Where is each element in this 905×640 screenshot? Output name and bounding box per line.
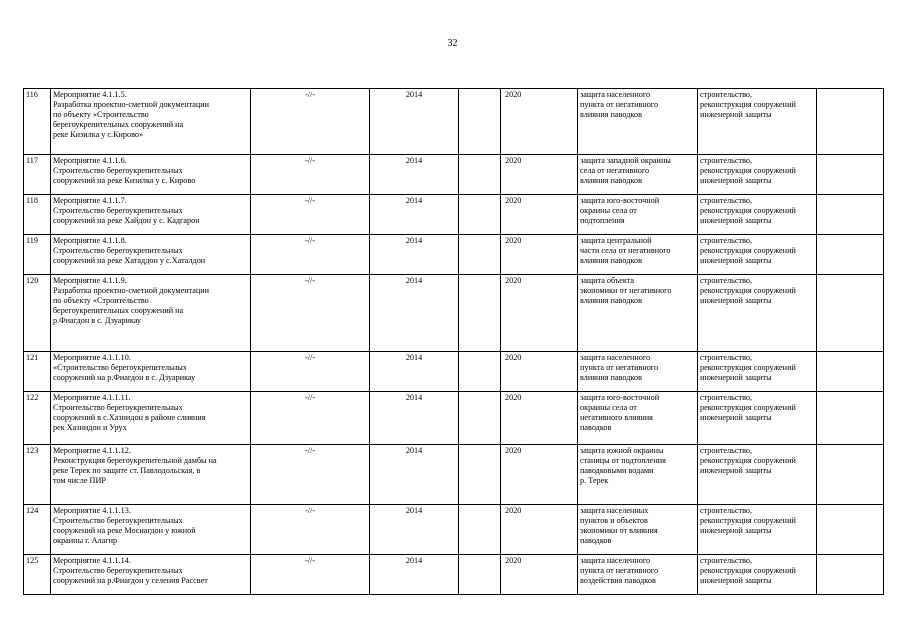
goal-line: защита юго-восточной — [580, 393, 660, 402]
name-line: по объекту «Строительство — [53, 110, 149, 119]
measure-name — [51, 235, 251, 275]
goal-cell — [578, 352, 698, 392]
end-year: 2020 — [501, 275, 578, 352]
executor-cell: -//- — [251, 275, 370, 352]
works-line: инженерной защиты — [700, 256, 772, 265]
goal-line: влияния паводков — [580, 256, 642, 265]
goal-cell — [578, 555, 698, 595]
empty-cell — [817, 275, 884, 352]
name-line: берегоукрепительных сооружений на — [53, 120, 184, 129]
name-line: реке Терек по защите ст. Павлодольская, в — [53, 466, 201, 475]
works-line: реконструкция сооружений — [700, 566, 796, 575]
name-line: Мероприятие 4.1.1.7. — [53, 196, 127, 205]
works-line: инженерной защиты — [700, 466, 772, 475]
end-year: 2020 — [501, 195, 578, 235]
goal-line: паводковыми водами — [580, 466, 654, 475]
measure-name — [51, 89, 251, 155]
goal-line: влияния паводков — [580, 373, 642, 382]
name-line: Мероприятие 4.1.1.6. — [53, 156, 127, 165]
works-line: реконструкция сооружений — [700, 456, 796, 465]
name-line: Мероприятие 4.1.1.14. — [53, 556, 131, 565]
table-row — [24, 235, 884, 275]
name-line: сооружений на реке Кизилка у с. Кирово — [53, 176, 196, 185]
name-line: рек Хазнидон и Урух — [53, 423, 127, 432]
works-line: реконструкция сооружений — [700, 516, 796, 525]
row-number: 117 — [24, 155, 51, 195]
empty-cell — [817, 155, 884, 195]
name-line: Мероприятие 4.1.1.8. — [53, 236, 127, 245]
works-line: инженерной защиты — [700, 526, 772, 535]
goal-cell — [578, 392, 698, 445]
row-number: 122 — [24, 392, 51, 445]
goal-cell — [578, 195, 698, 235]
start-year: 2014 — [370, 195, 459, 235]
works-line: строительство, — [700, 556, 753, 565]
works-line: реконструкция сооружений — [700, 166, 796, 175]
works-line: строительство, — [700, 156, 753, 165]
name-line: Мероприятие 4.1.1.11. — [53, 393, 131, 402]
executor-cell: -//- — [251, 445, 370, 505]
start-year: 2014 — [370, 89, 459, 155]
measure-name — [51, 195, 251, 235]
works-cell — [698, 235, 817, 275]
start-year: 2014 — [370, 445, 459, 505]
goal-cell — [578, 155, 698, 195]
empty-cell — [459, 235, 501, 275]
works-line: строительство, — [700, 90, 753, 99]
measure-name — [51, 555, 251, 595]
empty-cell — [459, 155, 501, 195]
end-year: 2020 — [501, 352, 578, 392]
goal-cell — [578, 275, 698, 352]
name-line: р.Фиагдон в с. Дзуарикау — [53, 316, 142, 325]
executor-cell: -//- — [251, 392, 370, 445]
goal-cell — [578, 505, 698, 555]
goal-line: защита юго-восточной — [580, 196, 660, 205]
goal-line: защита населенного — [580, 556, 651, 565]
empty-cell — [459, 195, 501, 235]
goal-line: защита населенных — [580, 506, 649, 515]
goal-cell — [578, 445, 698, 505]
works-line: строительство, — [700, 506, 753, 515]
works-cell — [698, 392, 817, 445]
goal-line: р. Терек — [580, 476, 609, 485]
name-line: окраины г. Алагир — [53, 536, 118, 545]
goal-cell — [578, 89, 698, 155]
works-cell — [698, 195, 817, 235]
empty-cell — [459, 555, 501, 595]
works-line: реконструкция сооружений — [700, 403, 796, 412]
goal-line: влияния паводков — [580, 110, 642, 119]
works-line: строительство, — [700, 236, 753, 245]
name-line: Мероприятие 4.1.1.12. — [53, 446, 131, 455]
works-line: строительство, — [700, 353, 753, 362]
executor-cell: -//- — [251, 235, 370, 275]
works-line: реконструкция сооружений — [700, 286, 796, 295]
empty-cell — [459, 352, 501, 392]
name-line: сооружений на реке Хатаддон у с.Хаталдон — [53, 256, 206, 265]
empty-cell — [459, 505, 501, 555]
empty-cell — [817, 235, 884, 275]
empty-cell — [459, 275, 501, 352]
executor-cell: -//- — [251, 352, 370, 392]
works-cell — [698, 352, 817, 392]
end-year: 2020 — [501, 155, 578, 195]
row-number: 124 — [24, 505, 51, 555]
name-line: Мероприятие 4.1.1.13. — [53, 506, 131, 515]
empty-cell — [817, 195, 884, 235]
works-line: инженерной защиты — [700, 110, 772, 119]
goal-line: пунктов и объектов — [580, 516, 648, 525]
name-line: «Строительство берегоукрепительных — [53, 363, 187, 372]
works-line: инженерной защиты — [700, 576, 772, 585]
end-year: 2020 — [501, 505, 578, 555]
name-line: Строительство берегоукрепительных — [53, 516, 183, 525]
works-line: реконструкция сооружений — [700, 206, 796, 215]
empty-cell — [459, 445, 501, 505]
goal-line: подтопления — [580, 216, 625, 225]
name-line: Мероприятие 4.1.1.5. — [53, 90, 127, 99]
name-line: Строительство берегоукрепительных — [53, 566, 183, 575]
measure-name — [51, 352, 251, 392]
name-line: сооружений на р.Фиагдон в с. Дзуарикау — [53, 373, 196, 382]
goal-line: станицы от подтопления — [580, 456, 666, 465]
goal-line: воздействия паводков — [580, 576, 656, 585]
works-line: инженерной защиты — [700, 296, 772, 305]
measure-name — [51, 505, 251, 555]
name-line: Строительство берегоукрепительных — [53, 403, 183, 412]
name-line: Строительство берегоукрепительных — [53, 206, 183, 215]
table-row — [24, 352, 884, 392]
goal-line: защита центральной — [580, 236, 652, 245]
executor-cell: -//- — [251, 195, 370, 235]
executor-cell: -//- — [251, 89, 370, 155]
name-line: сооружений в с.Хазнидон в районе слияния — [53, 413, 206, 422]
works-line: строительство, — [700, 446, 753, 455]
goal-line: защита объекта — [580, 276, 635, 285]
empty-cell — [817, 392, 884, 445]
works-line: строительство, — [700, 393, 753, 402]
table-row — [24, 155, 884, 195]
table-row — [24, 445, 884, 505]
start-year: 2014 — [370, 235, 459, 275]
executor-cell: -//- — [251, 155, 370, 195]
name-line: берегоукрепительных сооружений на — [53, 306, 184, 315]
name-line: сооружений на реке Мосиагдон у южной — [53, 526, 196, 535]
row-number: 120 — [24, 275, 51, 352]
name-line: Мероприятие 4.1.1.9. — [53, 276, 127, 285]
name-line: Строительство берегоукрепительных — [53, 166, 183, 175]
goal-line: паводков — [580, 423, 612, 432]
goal-line: экономики от влияния — [580, 526, 658, 535]
end-year: 2020 — [501, 445, 578, 505]
goal-line: окраины села от — [580, 403, 637, 412]
works-cell — [698, 555, 817, 595]
goal-line: защита южной окраины — [580, 446, 664, 455]
goal-line: паводков — [580, 536, 612, 545]
page-number: 32 — [447, 38, 458, 49]
start-year: 2014 — [370, 275, 459, 352]
works-line: инженерной защиты — [700, 176, 772, 185]
goal-line: пункта от негативного — [580, 566, 659, 575]
name-line: Строительство берегоукрепительных — [53, 246, 183, 255]
works-cell — [698, 155, 817, 195]
goal-line: пункта от негативного — [580, 363, 659, 372]
works-line: реконструкция сооружений — [700, 100, 796, 109]
goal-line: окраины села от — [580, 206, 637, 215]
table-row — [24, 195, 884, 235]
end-year: 2020 — [501, 89, 578, 155]
row-number: 116 — [24, 89, 51, 155]
table-row — [24, 555, 884, 595]
works-line: реконструкция сооружений — [700, 363, 796, 372]
works-line: строительство, — [700, 276, 753, 285]
goal-line: влияния паводков — [580, 176, 642, 185]
name-line: реке Кизилка у с.Кирово» — [53, 130, 144, 139]
goal-line: экономики от негативного — [580, 286, 672, 295]
empty-cell — [817, 89, 884, 155]
measures-table — [23, 88, 884, 595]
end-year: 2020 — [501, 392, 578, 445]
goal-line: села от негативного — [580, 166, 650, 175]
goal-line: защита населенного — [580, 90, 651, 99]
works-cell — [698, 445, 817, 505]
row-number: 121 — [24, 352, 51, 392]
measure-name — [51, 445, 251, 505]
start-year: 2014 — [370, 555, 459, 595]
goal-line: влияния паводков — [580, 296, 642, 305]
row-number: 118 — [24, 195, 51, 235]
executor-cell: -//- — [251, 505, 370, 555]
empty-cell — [459, 89, 501, 155]
start-year: 2014 — [370, 392, 459, 445]
table-row — [24, 392, 884, 445]
name-line: сооружений на реке Хайдон у с. Кадгарон — [53, 216, 200, 225]
table-row — [24, 275, 884, 352]
end-year: 2020 — [501, 555, 578, 595]
name-line: Реконструкция берегоукрепительной дамбы на — [53, 456, 217, 465]
empty-cell — [817, 505, 884, 555]
works-cell — [698, 505, 817, 555]
name-line: по объекту «Строительство — [53, 296, 149, 305]
goal-line: пункта от негативного — [580, 100, 659, 109]
name-line: Разработка проектно-сметной документации — [53, 100, 210, 109]
empty-cell — [459, 392, 501, 445]
start-year: 2014 — [370, 352, 459, 392]
works-cell — [698, 275, 817, 352]
empty-cell — [817, 445, 884, 505]
name-line: том числе ПИР — [53, 476, 106, 485]
works-line: реконструкция сооружений — [700, 246, 796, 255]
measure-name — [51, 275, 251, 352]
goal-line: части села от негативного — [580, 246, 671, 255]
row-number: 123 — [24, 445, 51, 505]
goal-line: защита населенного — [580, 353, 651, 362]
works-line: инженерной защиты — [700, 216, 772, 225]
works-line: инженерной защиты — [700, 413, 772, 422]
row-number: 125 — [24, 555, 51, 595]
measure-name — [51, 155, 251, 195]
row-number: 119 — [24, 235, 51, 275]
works-line: строительство, — [700, 196, 753, 205]
measure-name — [51, 392, 251, 445]
goal-line: негативного влияния — [580, 413, 653, 422]
name-line: сооружений на р.Фиагдон у селения Рассвет — [53, 576, 208, 585]
end-year: 2020 — [501, 235, 578, 275]
start-year: 2014 — [370, 155, 459, 195]
name-line: Мероприятие 4.1.1.10. — [53, 353, 131, 362]
goal-line: защита западной окраины — [580, 156, 671, 165]
empty-cell — [817, 352, 884, 392]
executor-cell: -//- — [251, 555, 370, 595]
works-cell — [698, 89, 817, 155]
works-line: инженерной защиты — [700, 373, 772, 382]
name-line: Разработка проектно-сметной документации — [53, 286, 210, 295]
table-row — [24, 505, 884, 555]
empty-cell — [817, 555, 884, 595]
table-row — [24, 89, 884, 155]
goal-cell — [578, 235, 698, 275]
start-year: 2014 — [370, 505, 459, 555]
